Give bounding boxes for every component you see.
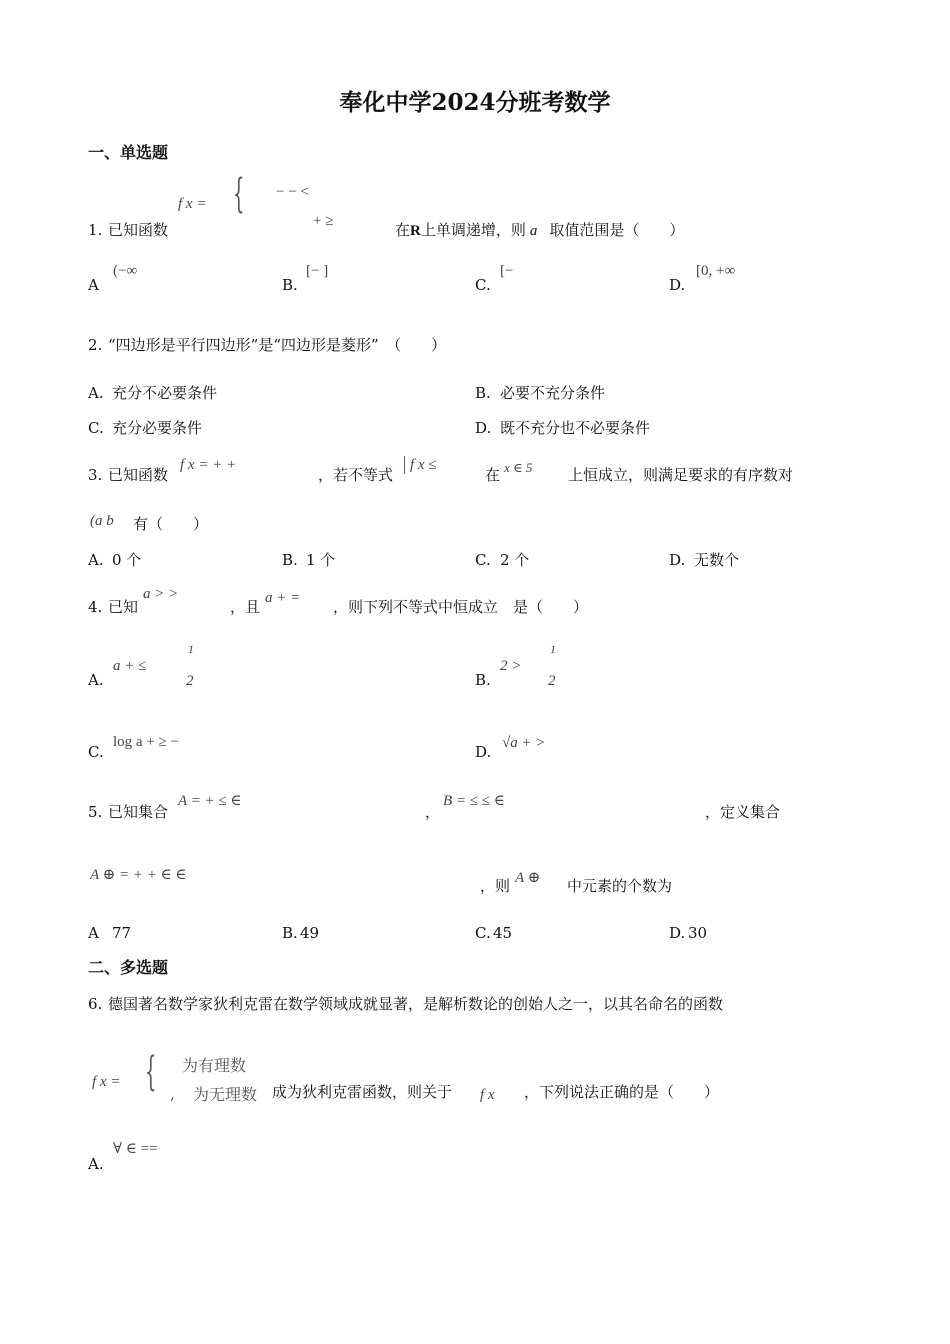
q2-option-b-label: B. xyxy=(475,384,491,402)
q3-option-a-label: A. xyxy=(88,551,104,569)
q4-option-b-math: 2 > xyxy=(500,658,522,674)
q6-mid: 成为狄利克雷函数，则关于 xyxy=(272,1083,453,1101)
q5-option-b-label: B. xyxy=(282,924,298,942)
q6-suffix: ，下列说法正确的是（ ） xyxy=(524,1083,720,1101)
q1-text-a: 在 xyxy=(395,221,411,239)
q4-option-a-frac-num: 1 xyxy=(188,642,194,656)
q3-option-b-text: 1 个 xyxy=(306,551,336,569)
q4-option-a-math: a + ≤ xyxy=(113,658,147,674)
q1-option-d-math: [0, +∞ xyxy=(696,263,736,279)
q2-option-c-label: C. xyxy=(88,419,104,437)
q4-option-c-label: C. xyxy=(88,743,104,761)
q1-option-c-label: C. xyxy=(475,276,491,294)
q1-option-a-label: A xyxy=(88,276,99,294)
q2-option-c-text: 充分必要条件 xyxy=(112,419,203,437)
q3-ordered-pair: (a b xyxy=(90,513,114,529)
q3-mid-1: ，若不等式 xyxy=(318,466,394,484)
q6-case-2: 为无理数 xyxy=(193,1085,258,1104)
q6-number: 6. xyxy=(88,995,103,1013)
q1-text-b: 上单调递增，则 xyxy=(420,221,526,239)
q5-prefix: 已知集合 xyxy=(108,803,169,821)
q3-suffix: 上恒成立，则满足要求的有序数对 xyxy=(568,466,794,484)
q2-number: 2. xyxy=(88,336,103,354)
q1-text-c: 取值范围是（ ） xyxy=(549,221,685,239)
q5-option-a-text: 77 xyxy=(112,924,132,942)
q4-option-b-frac-num: 1 xyxy=(550,642,556,656)
q2-text: “四边形是平行四边形”是“四边形是菱形” （ ） xyxy=(108,336,447,354)
q3-option-c-label: C. xyxy=(475,551,491,569)
q1-set-R: R xyxy=(410,223,421,239)
q6-function-lhs: f x = xyxy=(92,1074,121,1090)
q4-number: 4. xyxy=(88,598,103,616)
q6-brace: { xyxy=(145,1049,157,1095)
q5-option-d-label: D. xyxy=(669,924,686,942)
q1-prefix: 已知函数 xyxy=(108,221,169,239)
q5-number: 5. xyxy=(88,803,103,821)
q1-brace: { xyxy=(233,171,245,217)
q1-function-lhs: f x = xyxy=(178,196,207,212)
q5-option-b-text: 49 xyxy=(300,924,320,942)
q3-number: 3. xyxy=(88,466,103,484)
q5-line2-text-a: ，则 xyxy=(480,877,511,895)
q3-interval: x ∈ 5 xyxy=(504,460,533,475)
q5-option-a-label: A xyxy=(88,924,99,942)
q6-case-2-comma: , xyxy=(170,1085,175,1103)
q4-suffix: ，则下列不等式中恒成立 是（ ） xyxy=(333,598,589,616)
q5-line2-text-b: 中元素的个数为 xyxy=(567,877,673,895)
q3-option-b-label: B. xyxy=(282,551,298,569)
q1-number: 1. xyxy=(88,221,103,239)
q4-option-d-math: √a + > xyxy=(502,735,546,751)
q2-option-a-label: A. xyxy=(88,384,104,402)
q5-option-d-text: 30 xyxy=(688,924,708,942)
q2-option-b-text: 必要不充分条件 xyxy=(500,384,606,402)
q1-case-row-1: − − < xyxy=(276,184,309,200)
q3-option-d-label: D. xyxy=(669,551,686,569)
q6-case-1: 为有理数 xyxy=(182,1056,247,1075)
q1-option-a-math: (−∞ xyxy=(113,263,138,279)
q3-option-c-text: 2 个 xyxy=(500,551,530,569)
q3-function-expr: f x = + + xyxy=(180,457,237,473)
q4-condition-1: a > > xyxy=(143,586,179,602)
q6-function-ref: f x xyxy=(480,1087,495,1103)
q1-option-b-math: [− ] xyxy=(306,263,329,279)
q6-option-a-math: ∀ ∈ == xyxy=(113,1141,158,1157)
q4-option-d-label: D. xyxy=(475,743,492,761)
q3-prefix: 已知函数 xyxy=(108,466,169,484)
q4-option-b-label: B. xyxy=(475,671,491,689)
q1-option-d-label: D. xyxy=(669,276,686,294)
q5-suffix: ，定义集合 xyxy=(705,803,781,821)
q4-option-a-label: A. xyxy=(88,671,104,689)
q5-set-a: A = + ≤ ∈ xyxy=(178,793,242,809)
q5-definition: A ⊕ = + + ∈ ∈ xyxy=(90,867,187,883)
q4-mid: ，且 xyxy=(230,598,261,616)
q1-var-a: a xyxy=(529,223,538,239)
q5-option-c-text: 45 xyxy=(493,924,513,942)
q2-option-d-label: D. xyxy=(475,419,492,437)
q1-option-b-label: B. xyxy=(282,276,298,294)
q5-set-b: B = ≤ ≤ ∈ xyxy=(443,793,505,809)
q2-option-a-text: 充分不必要条件 xyxy=(112,384,218,402)
q4-option-c-math: log a + ≥ − xyxy=(113,734,179,750)
q5-comma: ， xyxy=(425,803,441,821)
q4-option-b-frac-den: 2 xyxy=(548,673,556,689)
q3-option-d-text: 无数个 xyxy=(694,551,740,569)
q3-inequality: f x ≤ xyxy=(404,456,437,474)
q5-line2-math: A ⊕ xyxy=(515,870,541,886)
q4-prefix: 已知 xyxy=(108,598,139,616)
section-heading-single-choice: 一、单选题 xyxy=(88,143,169,162)
q5-option-c-label: C. xyxy=(475,924,491,942)
q6-text: 德国著名数学家狄利克雷在数学领域成就显著，是解析数论的创始人之一，以其名命名的函数 xyxy=(108,995,724,1013)
section-heading-multiple-choice: 二、多选题 xyxy=(88,958,169,977)
q3-line2-text: 有（ ） xyxy=(133,515,209,533)
q1-case-row-2: + ≥ xyxy=(313,213,334,229)
q6-option-a-label: A. xyxy=(88,1155,104,1173)
q1-option-c-math: [− xyxy=(500,263,514,279)
q4-condition-2: a + = xyxy=(265,590,301,606)
q3-mid-2: 在 xyxy=(485,466,501,484)
q2-option-d-text: 既不充分也不必要条件 xyxy=(500,419,651,437)
page-title: 奉化中学2024分班考数学 xyxy=(339,89,611,116)
q3-option-a-text: 0 个 xyxy=(112,551,142,569)
q4-option-a-frac-den: 2 xyxy=(186,673,194,689)
